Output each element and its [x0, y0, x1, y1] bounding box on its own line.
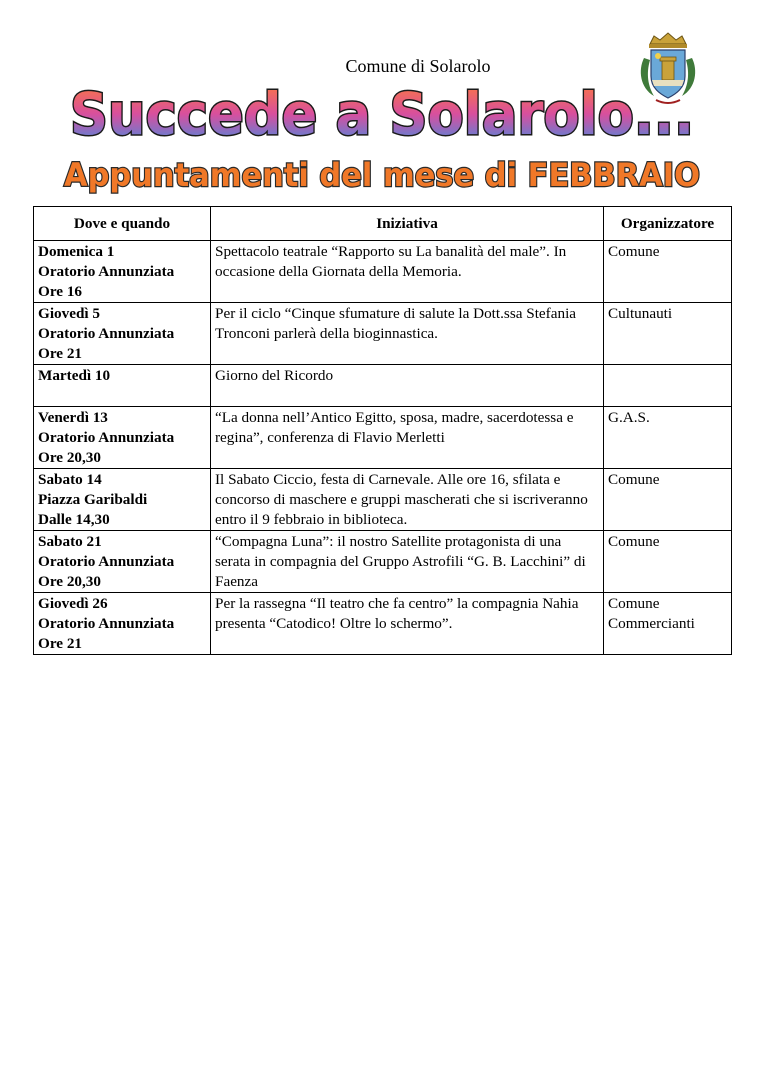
where-line: Sabato 21: [38, 533, 102, 550]
column-header-initiative: Iniziativa: [211, 207, 604, 241]
where-line: Dalle 14,30: [38, 511, 110, 528]
where-line: Oratorio Annunziata: [38, 325, 175, 342]
where-line: Oratorio Annunziata: [38, 553, 175, 570]
table-row: [34, 407, 732, 469]
where-line: Oratorio Annunziata: [38, 263, 175, 280]
where-line: Sabato 14: [38, 471, 102, 488]
cell-where: [34, 531, 211, 593]
cell-where: [34, 241, 211, 303]
cell-organizer: [604, 365, 732, 407]
organizer-line: Commercianti: [608, 615, 695, 632]
table-row: [34, 469, 732, 531]
title-logo: [62, 70, 702, 150]
where-line: Venerdì 13: [38, 409, 108, 426]
organizer-line: Comune: [608, 533, 660, 550]
events-table: [33, 206, 732, 655]
title-text: Succede a Solarolo...: [70, 80, 694, 148]
cell-organizer: [604, 531, 732, 593]
table-row: [34, 241, 732, 303]
cell-where: [34, 407, 211, 469]
table-row: [34, 593, 732, 655]
where-line: Ore 16: [38, 283, 83, 300]
where-line: Domenica 1: [38, 243, 115, 260]
municipality-name: Comune di Solarolo: [345, 56, 491, 76]
cell-organizer: [604, 407, 732, 469]
organizer-line: Cultunauti: [608, 305, 673, 322]
cell-organizer: [604, 241, 732, 303]
column-header-where: Dove e quando: [34, 207, 211, 241]
organizer-line: G.A.S.: [608, 409, 650, 426]
cell-organizer: [604, 303, 732, 365]
column-header-organizer: Organizzatore: [604, 207, 732, 241]
where-line: Oratorio Annunziata: [38, 615, 175, 632]
where-line: Ore 20,30: [38, 573, 101, 590]
where-line: Giovedì 26: [38, 595, 108, 612]
table-row: [34, 303, 732, 365]
table-row: [34, 365, 732, 407]
where-line: Oratorio Annunziata: [38, 429, 175, 446]
cell-organizer: [604, 593, 732, 655]
table-header-row: [34, 207, 732, 241]
where-line: Martedì 10: [38, 367, 111, 384]
cell-where: [34, 469, 211, 531]
subtitle-logo: [60, 148, 710, 198]
cell-organizer: [604, 469, 732, 531]
where-line: Ore 21: [38, 345, 83, 362]
cell-initiative: Giorno del Ricordo: [211, 365, 604, 407]
cell-initiative: Per la rassegna “Il teatro che fa centro” la compagnia Nahia presenta “Catodico! Oltre lo schermo”.: [211, 593, 604, 655]
table-row: [34, 531, 732, 593]
cell-where: [34, 365, 211, 407]
where-line: Ore 20,30: [38, 449, 101, 466]
subtitle-text: Appuntamenti del mese di FEBBRAIO: [64, 156, 700, 194]
where-line: Ore 21: [38, 635, 83, 652]
cell-initiative: Spettacolo teatrale “Rapporto su La banalità del male”. In occasione della Giornata della Memoria.: [211, 241, 604, 303]
where-line: Giovedì 5: [38, 305, 101, 322]
organizer-line: Comune: [608, 595, 660, 612]
where-line: Piazza Garibaldi: [38, 491, 148, 508]
cell-where: [34, 593, 211, 655]
cell-initiative: “Compagna Luna”: il nostro Satellite protagonista di una serata in compagnia del Gruppo Astrofili “G. B. Lacchini” di Faenza: [211, 531, 604, 593]
cell-initiative: “La donna nell’Antico Egitto, sposa, madre, sacerdotessa e regina”, conferenza di Flavio Merletti: [211, 407, 604, 469]
cell-where: [34, 303, 211, 365]
cell-initiative: Per il ciclo “Cinque sfumature di salute la Dott.ssa Stefania Tronconi parlerà della bioginnastica.: [211, 303, 604, 365]
cell-initiative: Il Sabato Ciccio, festa di Carnevale. Alle ore 16, sfilata e concorso di maschere e gruppi mascherati che si iscriveranno entro il 9 febbraio in biblioteca.: [211, 469, 604, 531]
organizer-line: Comune: [608, 243, 660, 260]
organizer-line: Comune: [608, 471, 660, 488]
